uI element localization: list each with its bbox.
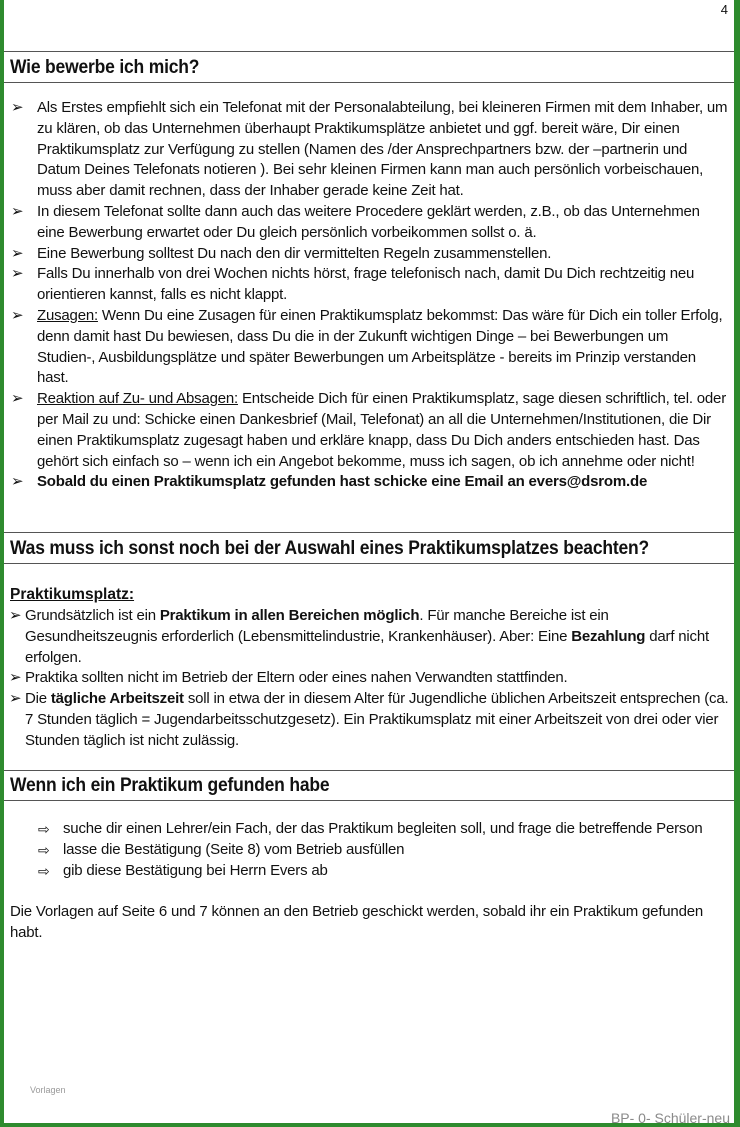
divider [4, 82, 734, 83]
list-item: ⇨ gib diese Bestätigung bei Herrn Evers ab [0, 861, 740, 882]
section-heading-found: Wenn ich ein Praktikum gefunden habe [10, 775, 330, 796]
arrow-bullet-icon: ➢ [11, 473, 24, 491]
page-number: 4 [720, 2, 728, 17]
arrow-bullet-icon: ➢ [9, 607, 22, 624]
arrow-bullet-icon: ➢ [11, 265, 24, 283]
list-item: ➢ Reaktion auf Zu- und Absagen: Entscheide Dich für einen Praktikumsplatz, sage diesen schriftlich, tel. oder per Mail zu und: Schicke einen Dankesbrief (Mail, Telefonat) an all die Unternehmen/Institutionen, die Dir einen Praktikumsplatz zugesagt haben und erkläre knapp, dass Du Dich anders entschieden hast. Das gehört sich einfach so – wenn ich ein Angebot bekomme, muss ich sagen, ob ich annehme oder nicht! [11, 390, 726, 470]
arrow-bullet-icon: ➢ [9, 690, 22, 708]
list-item: ➢ Falls Du innerhalb von drei Wochen nichts hörst, frage telefonisch nach, damit Du Dich rechtzeitig neu orientieren kannst, falls es nicht klappt. [11, 265, 695, 304]
list-item: ⇨ lasse die Bestätigung (Seite 8) vom Betrieb ausfüllen [0, 840, 740, 861]
arrow-bullet-icon: ➢ [11, 202, 24, 220]
divider [4, 51, 734, 52]
list-item: ➢ Eine Bewerbung solltest Du nach den dir vermittelten Regeln zusammenstellen. [0, 244, 740, 265]
divider [4, 532, 734, 533]
apply-steps-list [0, 98, 740, 493]
arrow-bullet-icon: ➢ [11, 99, 24, 116]
arrow-bullet-icon: ➢ [9, 669, 22, 687]
list-item: ➢ Als Erstes empfiehlt sich ein Telefonat mit der Personalabteilung, bei kleineren Firmen mit dem Inhaber, um zu klären, ob das Unternehmen überhaupt Praktikumsplätze anbietet und ggf. bereit wäre, Dir einen Praktikumsplatz zur Verfügung zu stellen (Namen des /der Ansprechpartners bzw. der –partnerin und Datum Deines Telefonats notieren ). Bei sehr kleinen Firmen kann man auch persönlich vorbeischauen, muss aber damit rechnen, dass der Inhaber gerade keine Zeit hat. [11, 99, 728, 200]
arrow-bullet-icon: ➢ [11, 390, 24, 408]
list-item: ⇨ suche dir einen Lehrer/ein Fach, der das Praktikum begleiten soll, und frage die betreffende Person [0, 819, 740, 840]
list-item: ➢ Zusagen: Wenn Du eine Zusagen für einen Praktikumsplatz bekommst: Das wäre für Dich ein toller Erfolg, denn damit hast Du bewiesen, dass Du die in der Zukunft wichtigen Dinge – bei Bewerbungen um Studien-, Ausbildungsplätze und später Bewerbungen um Arbeitsplätze - bereits im Prinzip verstanden hast. [11, 306, 723, 387]
section-heading-apply: Wie bewerbe ich mich? [10, 57, 200, 78]
subheading-praktikumsplatz: Praktikumsplatz: [10, 586, 135, 603]
hollow-arrow-icon: ⇨ [38, 821, 50, 837]
footer-filename: BP- 0- Schüler-neu [610, 1110, 730, 1124]
watermark: Vorlagen [30, 1085, 66, 1095]
closing-paragraph: Die Vorlagen auf Seite 6 und 7 können an den Betrieb geschickt werden, sobald ihr ein Praktikum gefunden habt. [10, 903, 703, 941]
arrow-bullet-icon: ➢ [11, 244, 24, 262]
divider [4, 563, 734, 564]
list-item: ➢ Praktika sollten nicht im Betrieb der Eltern oder eines nahen Verwandten stattfinden. [0, 668, 740, 689]
divider [4, 770, 734, 771]
list-item: ➢ Die tägliche Arbeitszeit soll in etwa der in diesem Alter für Jugendliche üblichen Arbeitszeit entsprechen (ca. 7 Stunden täglich = Jugendarbeitsschutzgesetz). Ein Praktikumsplatz mit einer Arbeitszeit von drei oder vier Stunden täglich ist nicht zulässig. [9, 690, 729, 749]
criteria-list [0, 606, 740, 752]
list-item: ➢ Grundsätzlich ist ein Praktikum in allen Bereichen möglich. Für manche Bereiche ist ein Gesundheitszeugnis erforderlich (Lebensmittelindustrie, Krankenhäuser). Aber: Eine Bezahlung darf nicht erfolgen. [9, 607, 709, 666]
hollow-arrow-icon: ⇨ [38, 841, 50, 858]
hollow-arrow-icon: ⇨ [38, 862, 50, 879]
divider [4, 800, 734, 801]
arrow-bullet-icon: ➢ [11, 306, 24, 324]
section-heading-criteria: Was muss ich sonst noch bei der Auswahl eines Praktikumsplatzes beachten? [10, 538, 650, 559]
found-steps-list [0, 819, 740, 881]
list-item: ➢ In diesem Telefonat sollte dann auch das weitere Procedere geklärt werden, z.B., ob das Unternehmen eine Bewerbung erwartet oder Du gleich persönlich vorbeikommen sollst o. ä. [11, 202, 700, 241]
list-item-email: ➢ Sobald du einen Praktikumsplatz gefunden hast schicke eine Email an evers@dsrom.de [0, 472, 740, 493]
